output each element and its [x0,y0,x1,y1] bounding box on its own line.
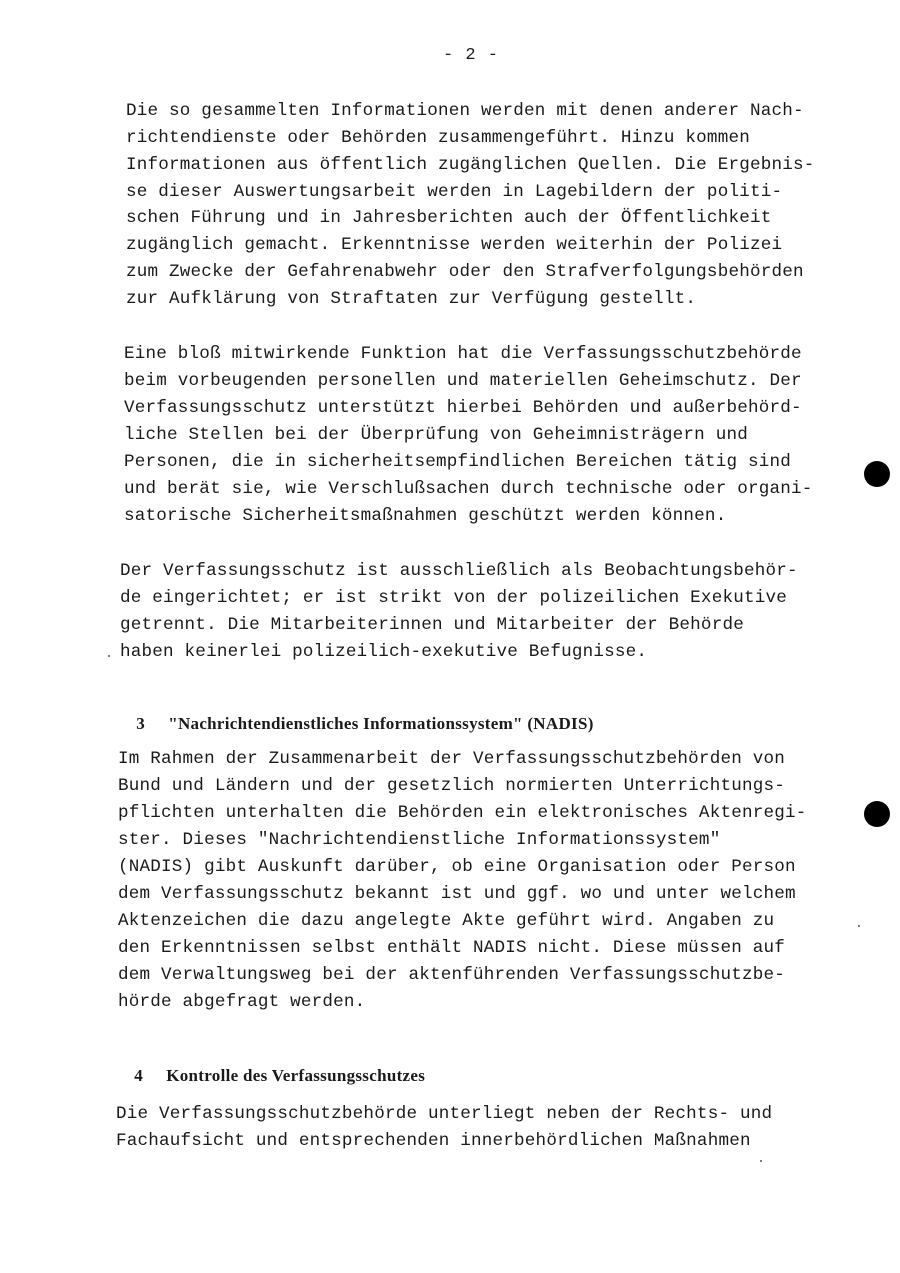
scan-speck [108,655,110,657]
text-line: Bund und Ländern und der gesetzlich normierten Unterrichtungs- [118,776,785,796]
text-line: Verfassungsschutz unterstützt hierbei Behörden und außerbehörd- [124,398,802,418]
text-line: Eine bloß mitwirkende Funktion hat die Verfassungsschutzbehörde [124,344,802,364]
text-line: dem Verwaltungsweg bei der aktenführenden Verfassungsschutzbe- [118,965,785,985]
text-line: zur Aufklärung von Straftaten zur Verfügung gestellt. [126,289,697,309]
text-line: Im Rahmen der Zusammenarbeit der Verfassungsschutzbehörden von [118,749,785,769]
section-heading-control [116,1046,425,1106]
text-line: (NADIS) gibt Auskunft darüber, ob eine Organisation oder Person [118,857,796,877]
scan-speck [760,1160,762,1162]
text-line: satorische Sicherheitsmaßnahmen geschützt werden können. [124,506,727,526]
section-title: Kontrolle des Verfassungsschutzes [166,1066,426,1085]
section-number: 4 [134,1066,144,1085]
text-line: zum Zwecke der Gefahrenabwehr oder den Strafverfolgungsbehörden [126,262,804,282]
section-heading-nadis [118,694,594,754]
text-line: liche Stellen bei der Überprüfung von Geheimnisträgern und [124,425,748,445]
punch-hole-mark [864,461,890,487]
text-line: Aktenzeichen die dazu angelegte Akte geführt wird. Angaben zu [118,911,775,931]
text-line: Fachaufsicht und entsprechenden innerbehördlichen Maßnahmen [116,1131,751,1151]
text-line: richtendienste oder Behörden zusammengeführt. Hinzu kommen [126,128,750,148]
text-line: Die Verfassungsschutzbehörde unterliegt neben der Rechts- und [116,1104,773,1124]
text-line: den Erkenntnissen selbst enthält NADIS nicht. Diese müssen auf [118,938,785,958]
text-line: hörde abgefragt werden. [118,992,366,1012]
text-line: de eingerichtet; er ist strikt von der polizeilichen Exekutive [120,588,787,608]
text-line: Die so gesammelten Informationen werden mit denen anderer Nach- [126,101,804,121]
section-title: "Nachrichtendienstliches Informationssystem" (NADIS) [168,714,594,733]
text-line: beim vorbeugenden personellen und materiellen Geheimschutz. Der [124,371,802,391]
text-line: pflichten unterhalten die Behörden ein elektronisches Aktenregi- [118,803,807,823]
text-line: se dieser Auswertungsarbeit werden in Lagebildern der politi- [126,182,783,202]
text-line: haben keinerlei polizeilich-exekutive Befugnisse. [120,642,648,662]
text-line: und berät sie, wie Verschlußsachen durch technische oder organi- [124,479,813,499]
text-line: dem Verfassungsschutz bekannt ist und ggf. wo und unter welchem [118,884,796,904]
punch-hole-mark [864,801,890,827]
text-line: schen Führung und in Jahresberichten auch der Öffentlichkeit [126,208,772,228]
text-line: zugänglich gemacht. Erkenntnisse werden weiterhin der Polizei [126,235,783,255]
text-line: getrennt. Die Mitarbeiterinnen und Mitarbeiter der Behörde [120,615,744,635]
text-line: Der Verfassungsschutz ist ausschließlich als Beobachtungsbehör- [120,561,798,581]
text-line: Informationen aus öffentlich zugänglichen Quellen. Die Ergebnis- [126,155,815,175]
text-line: ster. Dieses "Nachrichtendienstliche Informationssystem" [118,830,721,850]
page-number: - 2 - [442,46,499,65]
text-line: Personen, die in sicherheitsempfindlichen Bereichen tätig sind [124,452,791,472]
scan-speck [858,925,860,927]
section-number: 3 [136,714,146,733]
